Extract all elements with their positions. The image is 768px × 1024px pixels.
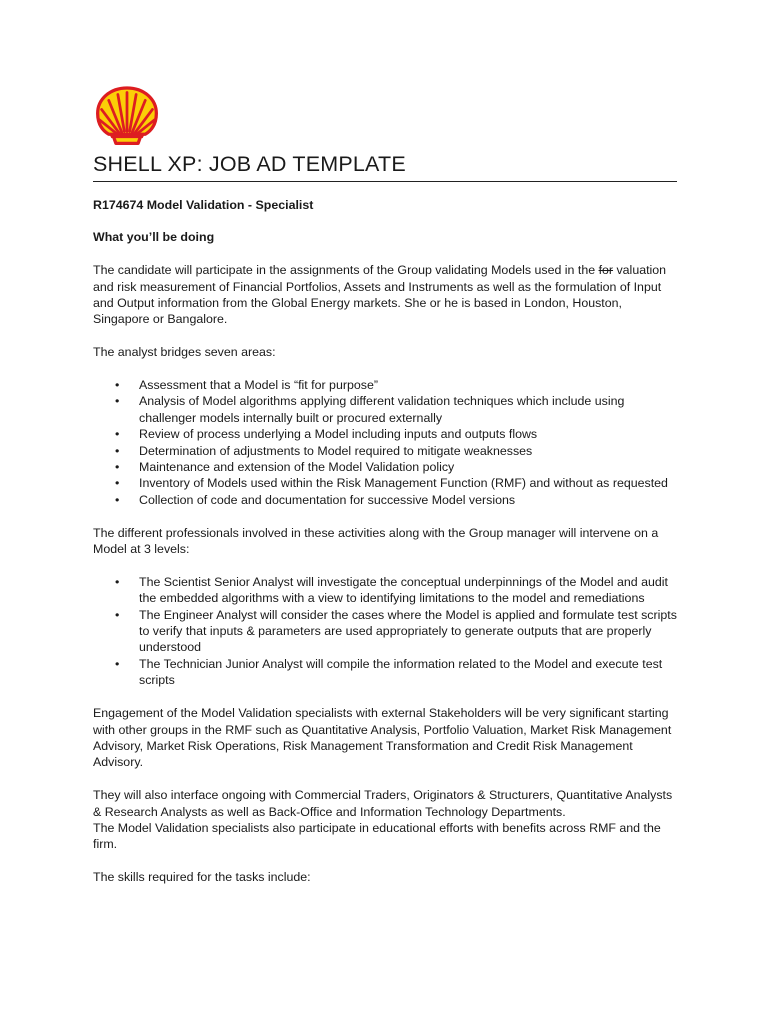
intro-text-start: The candidate will participate in the assignments of the Group validating Models used in the	[93, 263, 599, 278]
skills-intro: The skills required for the tasks include:	[93, 870, 311, 885]
document-title: SHELL XP: JOB AD TEMPLATE	[93, 152, 406, 176]
list-item: • The Scientist Senior Analyst will investigate the conceptual underpinnings of the Model and audit the embedded algorithms with a view to identifying limitations to the model and remediations	[115, 574, 668, 606]
list-item: • Inventory of Models used within the Risk Management Function (RMF) and without as requested	[115, 476, 668, 491]
list-item: • Maintenance and extension of the Model Validation policy	[115, 460, 455, 475]
engagement-paragraph: Engagement of the Model Validation specialists with external Stakeholders will be very significant starting with other groups in the RMF such as Quantitative Analysis, Portfolio Valuation, Market Risk Management Advisory, Market Risk Operations, Risk Management Transformation and Credit Risk Management Advisory.	[93, 706, 672, 770]
section-heading: What you’ll be doing	[93, 230, 215, 245]
bullet-icon: •	[115, 443, 120, 458]
list-item: • Assessment that a Model is “fit for purpose”	[115, 378, 378, 393]
areas-list	[93, 377, 677, 508]
bullet-icon: •	[115, 607, 120, 622]
intro-paragraph	[93, 262, 677, 328]
bullet-icon: •	[115, 394, 120, 409]
intro-text-end: valuation and risk measurement of Financial Portfolios, Assets and Instruments as well as the formulation of Input and Output information from the Global Energy markets. She or he is based in London, Houston, Singapore or Bangalore.	[93, 263, 667, 327]
bullet-icon: •	[115, 476, 120, 491]
shell-pecten-logo	[94, 86, 160, 146]
education-paragraph: The Model Validation specialists also participate in educational efforts with benefits across RMF and the firm.	[93, 820, 661, 852]
bullet-icon: •	[115, 574, 120, 589]
levels-list	[93, 574, 677, 689]
struck-word: for	[598, 263, 614, 278]
list-item: • The Engineer Analyst will consider the cases where the Model is applied and formulate test scripts to verify that inputs & parameters are used appropriately to generate outputs that are properly understood	[115, 607, 677, 655]
list-item: • Review of process underlying a Model including inputs and outputs flows	[115, 427, 538, 442]
bullet-icon: •	[115, 427, 120, 442]
document-page	[93, 86, 677, 886]
title-divider	[93, 181, 677, 182]
levels-intro: The different professionals involved in these activities along with the Group manager will intervene on a Model at 3 levels:	[93, 525, 659, 557]
list-item: • The Technician Junior Analyst will compile the information related to the Model and execute test scripts	[115, 656, 663, 688]
list-item: • Collection of code and documentation for successive Model versions	[115, 492, 516, 507]
areas-intro: The analyst bridges seven areas:	[93, 345, 276, 360]
list-item: • Determination of adjustments to Model required to mitigate weaknesses	[115, 443, 533, 458]
job-reference: R174674 Model Validation - Specialist	[93, 198, 314, 212]
bullet-icon: •	[115, 492, 120, 507]
bullet-icon: •	[115, 460, 120, 475]
interface-paragraph: They will also interface ongoing with Commercial Traders, Originators & Structurers, Quantitative Analysts & Research Analysts as well as Back-Office and Information Technology Departments.	[93, 788, 673, 819]
list-item: • Analysis of Model algorithms applying different validation techniques which include using challenger models internally built or procured externally	[115, 394, 625, 425]
bullet-icon: •	[115, 656, 120, 671]
bullet-icon: •	[115, 378, 120, 393]
